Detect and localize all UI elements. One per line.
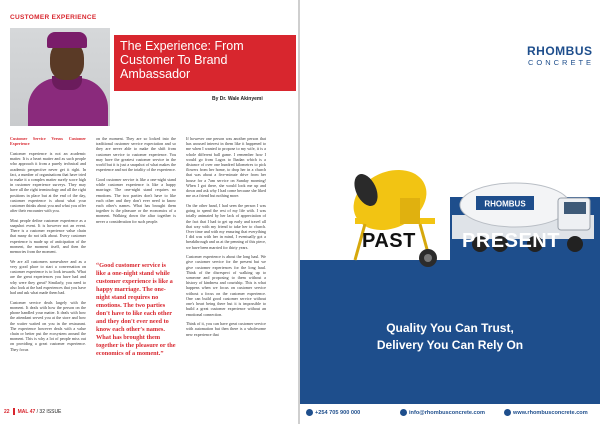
phone-icon: [306, 409, 313, 416]
advertisement-page: [300, 0, 600, 424]
paragraph: Customer experience is not an academic matter. It is a heart matter and as such people who approach it from a purely technical and academic perspective never get it right. In fact, a number of organisations that have tried to make it a complex matter surely score high in customer experience surveys. They may have all the right terminology and all the right positions in place but at the end of the day, customer experience is about what your customer thinks about you and what you offer after their encounter with you.: [10, 150, 86, 214]
article-column-2: [96, 136, 176, 228]
article-title: The Experience: From Customer To Brand Ambassador: [120, 39, 244, 81]
article-column-1: [10, 136, 86, 356]
byline: By Dr. Wale Akinyemi: [212, 96, 263, 102]
email-contact: [400, 409, 485, 416]
article-column-3: [186, 136, 266, 341]
column-lead: Customer Service Versus Customer Experience: [10, 136, 86, 147]
brand-sub: CONCRETE: [527, 58, 595, 67]
website-url: www.rhombusconcrete.com: [513, 409, 588, 416]
paragraph: If however one person was another person that has aroused interest in them like it happened to me when I wanted to propose to my wife, it is a whole different ball game. I remember how I would go from Lagos to Ibadan which is a distance of over one hundred kilometres to pick flowers from her home, to drop her in a church that was about a five-minute drive from her house for a 7am service on Sunday morning! When I got there, she would look me up and down and ask why I had come because she liked me as a friend but nothing more.: [186, 136, 266, 199]
paragraph: Most people define customer experience as a snapshot event. It is however not an event. There is a customer experience value chain that many do not talk about. Every customer experience is made up of anticipation of the moment, the moment itself, and then the memories from the moment.: [10, 217, 86, 255]
phone-number: +254 705 900 000: [315, 409, 361, 416]
product-scene: [300, 160, 600, 275]
issue-number: / 32 ISSUE: [36, 408, 62, 415]
footer-divider: [13, 408, 15, 415]
paragraph: Customer service deals largely with the moment. It deals with how the person on the phone handled your matter. It deals with how the attendant served you at the store and how the waiter waited on you in the restaurant. The experience however deals with a value chain or better put the ecosystem around the moment. This is why a lot of people miss out on providing a great customer experience. They focus: [10, 299, 86, 352]
page-footer: [4, 408, 61, 415]
author-photo: [10, 28, 110, 126]
paragraph: On the other hand, I had seen the person I was going to spend the rest of my life with. I was totally animated by her lack of appreciation of the fact that I had to get up early and travel all that way with my friend to take her to church. Over time and with my ensuring that everything I did was with her in mind, I eventually got a breakthrough and as at the penning of this piece, we have been married for thirty years.: [186, 202, 266, 250]
page-number: 22: [4, 408, 10, 415]
tagline-line-1: Quality You Can Trust,: [386, 321, 514, 335]
section-label: CUSTOMER EXPERIENCE: [10, 14, 97, 21]
past-label: PAST: [362, 230, 416, 252]
title-banner: [114, 35, 296, 91]
pull-quote: “Good customer service is like a one-night stand while customer experience is like a happy marriage. The one-night stand requires no emotions. The two parties don't have to like each other and they don't ever need to know each other's names. What has brought them together is the pleasure or the economics of a moment.”: [96, 262, 176, 357]
truck-brand-text: RHOMBUS: [484, 199, 526, 209]
paragraph: Good customer service is like a one-night stand while customer experience is like a happy marriage. The one-night stand requires no emotions. The two parties don't have to like each other and they don't ever need to know each other's names. What has brought them together is the pleasure or the economics of a moment. Walking down the altar together is never a consideration for such people.: [96, 176, 176, 224]
brand-logo: [527, 44, 595, 67]
paragraph: Think of it, you can have great customer service with automation but then there is a wholesome new experience that: [186, 321, 266, 337]
paragraph: We are all customers somewhere and as a very good place to start a conversation on customer experience is to look inwards. What are the great experiences you have had and why were they great? Similarly, you need to also look at the bad experiences that you have had and ask what made them bad.: [10, 258, 86, 295]
email-address: info@rhombusconcrete.com: [409, 409, 486, 416]
paragraph: on the moment. They are so locked into the traditional customer service expectation and so they are never able to make the shift from customer service to customer experience. You may have the greatest customer service in the world but it is just a snapshot of what makes the experience and not the totality of the experience.: [96, 136, 176, 173]
photo-cap: [47, 32, 87, 48]
phone-contact: [306, 409, 360, 416]
brand-name: RHOMBUS: [527, 44, 593, 58]
magazine-name: MAL 47: [17, 408, 36, 415]
tagline-line-2: Delivery You Can Rely On: [376, 338, 524, 352]
globe-icon: [504, 409, 511, 416]
contact-bar: [300, 404, 600, 424]
website-contact: [504, 409, 588, 416]
present-label: PRESENT: [462, 230, 560, 252]
paragraph: Customer experience is about the long haul. We give customer service for the present but we give customer experiences for the long haul. Think of the disrespect of walking up to someone and proposing to them without a history of kindness and courtship. This is what happens when we focus on customer service without a focus on the customer experience. One can build good customer service without one's heart being there but it is impossible to build a great customer experience without an emotional connection.: [186, 254, 266, 317]
email-icon: [400, 409, 407, 416]
tagline: [300, 320, 600, 354]
article-page: [0, 0, 298, 424]
